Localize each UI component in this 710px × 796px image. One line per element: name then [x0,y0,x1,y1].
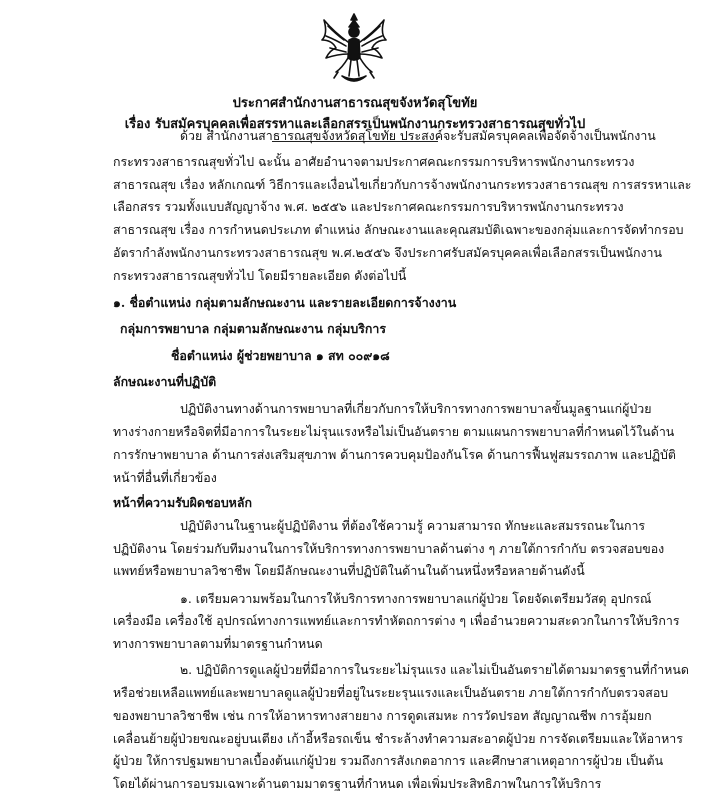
garuda-emblem-icon [318,10,390,90]
body-line: กลุ่มการพยาบาล กลุ่มตามลักษณะงาน กลุ่มบริการ [120,321,387,336]
body-line: ๑. ชื่อตำแหน่ง กลุ่มตามลักษณะงาน และรายละเอียดการจ้างงาน [113,295,457,310]
body-line: เคลื่อนย้ายผู้ป่วยขณะอยู่บนเตียง เก้าอี้หรือรถเข็น ชำระล้างทำความสะอาดผู้ป่วย การจัดเตรียมและให้อาหาร [113,731,683,746]
body-line: ของพยาบาลวิชาชีพ เช่น การให้อาหารทางสายยาง การดูดเสมหะ การวัดปรอท สัญญาณชีพ การอุ้มยก [113,708,652,723]
body-line: ปฏิบัติงานในฐานะผู้ปฏิบัติงาน ที่ต้องใช้ความรู้ ความสามารถ ทักษะและสมรรถนะในการ [180,518,646,533]
body-line: ชื่อตำแหน่ง ผู้ช่วยพยาบาล ๑ สท ๐๐๙๑๘ [171,348,390,363]
body-line: ปฏิบัติงานทางด้านการพยาบาลที่เกี่ยวกับการให้บริการทางการพยาบาลขั้นมูลฐานแก่ผู้ป่วย [180,401,652,416]
body-line: โดยได้ผ่านการอบรมเฉพาะด้านตามมาตรฐานที่กำหนด เพื่อเพิ่มประสิทธิภาพในการให้บริการ [113,776,602,791]
body-line: ๒. ปฏิบัติการดูแลผู้ป่วยที่มีอาการในระยะไม่รุนแรง และไม่เป็นอันตรายได้ตามมาตรฐานที่กำหนด [180,662,689,677]
body-line: ๑. เตรียมความพร้อมในการให้บริการทางการพยาบาลแก่ผู้ป่วย โดยจัดเตรียมวัสดุ อุปกรณ์ [180,591,652,606]
body-line: ผู้ป่วย ให้การปฐมพยาบาลเบื้องต้นแก่ผู้ป่วย รวมถึงการสังเกตอาการ และศึกษาสาเหตุอาการผู้ป่วย เป็นต้น [113,753,664,768]
body-line: เครื่องมือ เครื่องใช้ อุปกรณ์ทางการแพทย์และการทำหัตถการต่าง ๆ เพื่ออำนวยความสะดวกในการให้บริการ [113,613,680,628]
body-line: เลือกสรร รวมทั้งแบบสัญญาจ้าง พ.ศ. ๒๕๕๖ และประกาศคณะกรรมการบริหารพนักงานกระทรวง [113,199,624,214]
body-line: การรักษาพยาบาล ด้านการส่งเสริมสุขภาพ ด้านการควบคุมป้องกันโรค ด้านการฟื้นฟูสมรรถภาพ และปฏิบัติ [113,447,676,462]
body-line: อัตรากำลังพนักงานกระทรวงสาธารณสุข พ.ศ.๒๕๕๖ จึงประกาศรับสมัครบุคคลเพื่อเลือกสรรเป็นพนักงาน [113,245,662,260]
body-line: ลักษณะงานที่ปฏิบัติ [113,374,217,389]
body-line: ทางการพยาบาลตามที่มาตรฐานกำหนด [113,636,323,651]
body-line: หน้าที่อื่นที่เกี่ยวข้อง [113,470,217,485]
body-line: ปฏิบัติงาน โดยร่วมกับทีมงานในการให้บริการทางการพยาบาลด้านต่าง ๆ ภายใต้การกำกับ ตรวจสอบของ [113,541,665,556]
document-subject: เรื่อง รับสมัครบุคคลเพื่อสรรหาและเลือกสรรเป็นพนักงานกระทรวงสาธารณสุขทั่วไป [124,117,586,132]
document-title: ประกาศสำนักงานสาธารณสุขจังหวัดสุโขทัย [232,96,478,111]
body-line: สาธารณสุข เรื่อง การกำหนดประเภท ตำแหน่ง ลักษณะงานและคุณสมบัติเฉพาะของกลุ่มและการจัดทำกรอบ [113,222,684,237]
body-line: ด้วย สำนักงานสาธารณสุขจังหวัดสุโขทัย ประสงค์จะรับสมัครบุคคลเพื่อจัดจ้างเป็นพนักงาน [180,128,656,143]
body-line: กระทรวงสาธารณสุขทั่วไป โดยมีรายละเอียด ดังต่อไปนี้ [113,268,407,283]
body-line: หรือช่วยเหลือแพทย์และพยาบาลดูแลผู้ป่วยที่อยู่ในระยะรุนแรงและเป็นอันตราย ภายใต้การกำกับตรวจสอบ [113,685,669,700]
body-line: กระทรวงสาธารณสุขทั่วไป ฉะนั้น อาศัยอำนาจตามประกาศคณะกรรมการบริหารพนักงานกระทรวง [113,154,635,169]
body-line: สาธารณสุข เรื่อง หลักเกณฑ์ วิธีการและเงื่อนไขเกี่ยวกับการจ้างพนักงานกระทรวงสาธารณสุข การสรรหาและ [113,177,692,192]
body-line: ทางร่างกายหรือจิตที่มีอาการในระยะไม่รุนแรงหรือไม่เป็นอันตราย ตามแผนการพยาบาลที่กำหนดไว้ในด้าน [113,424,675,439]
body-line: หน้าที่ความรับผิดชอบหลัก [113,495,252,510]
body-line: แพทย์หรือพยาบาลวิชาชีพ โดยมีลักษณะงานที่ปฏิบัติในด้านในด้านหนึ่งหรือหลายด้านดังนี้ [113,563,585,578]
